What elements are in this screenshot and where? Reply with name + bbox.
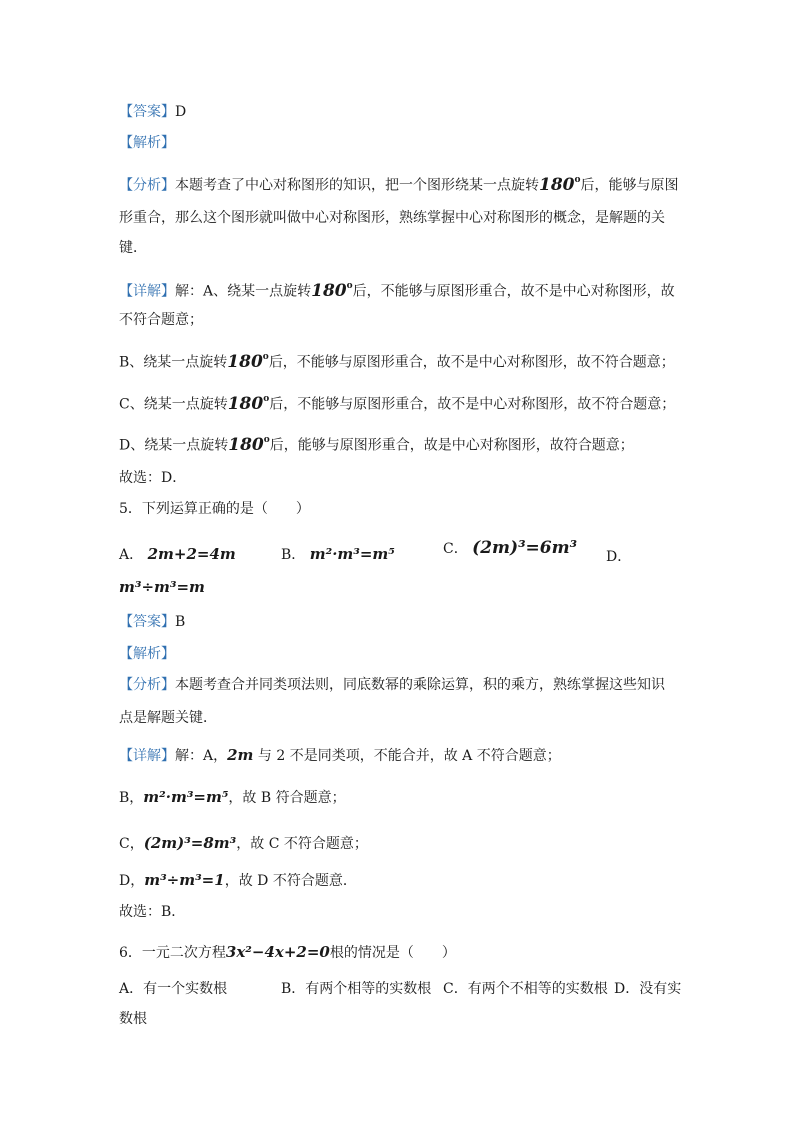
fenxi-line-3: 键． (119, 240, 147, 256)
answer-tag: 【答案】 (119, 614, 175, 630)
analysis-tag: 【解析】 (119, 646, 175, 662)
fenxi-line-2: 形重合，那么这个图形就叫做中心对称图形，熟练掌握中心对称图形的概念，是解题的关 (119, 210, 665, 226)
degree-math (311, 281, 353, 301)
q6-option-d-cont: 数根 (119, 1011, 147, 1027)
deg-num: 180 (539, 174, 575, 195)
q6-option-c: C．有两个不相等的实数根 (443, 981, 608, 997)
detail-text: D、绕某一点旋转 (119, 437, 229, 454)
option-math: m³÷m³=m (119, 578, 205, 596)
option-a (119, 544, 236, 564)
deg-sup: o (574, 175, 581, 185)
detail-text: ，故 C 不符合题意； (236, 836, 368, 852)
answer-value: D (175, 104, 187, 120)
deg-sup: o (263, 435, 270, 445)
fenxi-tag: 【分析】 (119, 177, 175, 194)
fenxi-text: 本题考查了中心对称图形的知识，把一个图形绕某一点旋转 (175, 177, 539, 194)
detail-text: ，故 B 符合题意； (228, 790, 346, 806)
question-5-stem: 5．下列运算正确的是（ ） (119, 501, 310, 517)
deg-sup: o (263, 394, 270, 404)
detail-text: 解：A， (175, 748, 228, 764)
detail-math: m²·m³=m⁵ (143, 788, 229, 806)
detail-text: 与 2 不是同类项，不能合并，故 A 不符合题意； (257, 748, 561, 764)
degree-math (227, 352, 269, 372)
option-math: 2m+2=4m (147, 545, 236, 563)
detail-math: m³÷m³=1 (144, 871, 225, 889)
option-d (119, 578, 205, 596)
fenxi-text: 本题考查合并同类项法则，同底数幂的乘除运算，积的乘方，熟练掌握这些知识 (175, 677, 665, 693)
question-6-stem (119, 943, 456, 962)
analysis-tag: 【解析】 (119, 135, 175, 151)
detail-line-2 (119, 788, 346, 807)
stem-math: 3x²−4x+2=0 (225, 943, 330, 961)
degree-math (539, 175, 581, 195)
degree-math (228, 394, 270, 414)
answer-tag: 【答案】 (119, 104, 175, 120)
detail-line-d (119, 432, 634, 455)
q6-option-a: A．有一个实数根 (119, 981, 228, 997)
detail-text: 后，能够与原图形重合，故是中心对称图形，故符合题意； (269, 437, 634, 454)
detail-math: (2m)³=8m³ (143, 834, 237, 852)
detail-text: ，故 D 不符合题意． (224, 873, 357, 889)
fenxi-line-2: 点是解题关键． (119, 710, 217, 726)
xiangjie-tag: 【详解】 (119, 748, 175, 764)
conclusion-q4: 故选：D． (119, 470, 187, 486)
detail-line-c (119, 391, 675, 414)
answer-line (119, 103, 186, 121)
conclusion-q5: 故选：B． (119, 904, 186, 920)
option-b (281, 544, 395, 564)
detail-text: C、绕某一点旋转 (119, 396, 228, 413)
detail-text: C， (119, 836, 144, 852)
deg-num: 180 (311, 280, 347, 301)
detail-text: 后，不能够与原图形重合，故不是中心对称图形，故不符合题意； (268, 354, 675, 371)
stem-text: 6．一元二次方程 (119, 945, 226, 961)
option-math: m²·m³=m⁵ (309, 545, 395, 563)
fenxi-line-1 (119, 676, 665, 694)
q6-option-d: D．没有实 (614, 981, 682, 997)
detail-line-4 (119, 871, 357, 890)
detail-text: D， (119, 873, 145, 889)
detail-line-1 (119, 746, 561, 765)
detail-text: 后，不能够与原图形重合，故不是中心对称图形，故不符合题意； (269, 396, 676, 413)
detail-text: 解：A、绕某一点旋转 (175, 283, 312, 300)
deg-num: 180 (228, 434, 264, 455)
degree-math (228, 435, 270, 455)
detail-text: B、绕某一点旋转 (119, 354, 228, 371)
option-label: C． (443, 541, 468, 557)
q6-option-b: B．有两个相等的实数根 (281, 981, 432, 997)
fenxi-tag: 【分析】 (119, 677, 175, 693)
xiangjie-tag: 【详解】 (119, 283, 175, 300)
deg-sup: o (262, 352, 269, 362)
answer-value: B (175, 614, 186, 630)
fenxi-text: 后，能够与原图 (580, 177, 679, 194)
detail-text: B， (119, 790, 144, 806)
option-label: B． (281, 547, 306, 563)
fenxi-line-1 (119, 172, 679, 195)
stem-text: 根的情况是（ ） (329, 945, 456, 961)
detail-line-a1 (119, 278, 675, 301)
detail-text: 后，不能够与原图形重合，故不是中心对称图形，故 (352, 283, 675, 300)
option-d-label: D． (606, 549, 632, 565)
option-c (443, 538, 577, 558)
option-math: (2m)³=6m³ (472, 538, 578, 558)
deg-num: 180 (227, 393, 264, 414)
detail-line-a2: 不符合题意； (119, 312, 203, 328)
detail-line-b (119, 349, 675, 372)
deg-sup: o (346, 281, 353, 291)
answer-line-q5 (119, 613, 185, 631)
detail-line-3 (119, 834, 368, 853)
deg-num: 180 (227, 351, 263, 372)
detail-math: 2m (227, 746, 254, 764)
option-label: A． (119, 547, 144, 563)
